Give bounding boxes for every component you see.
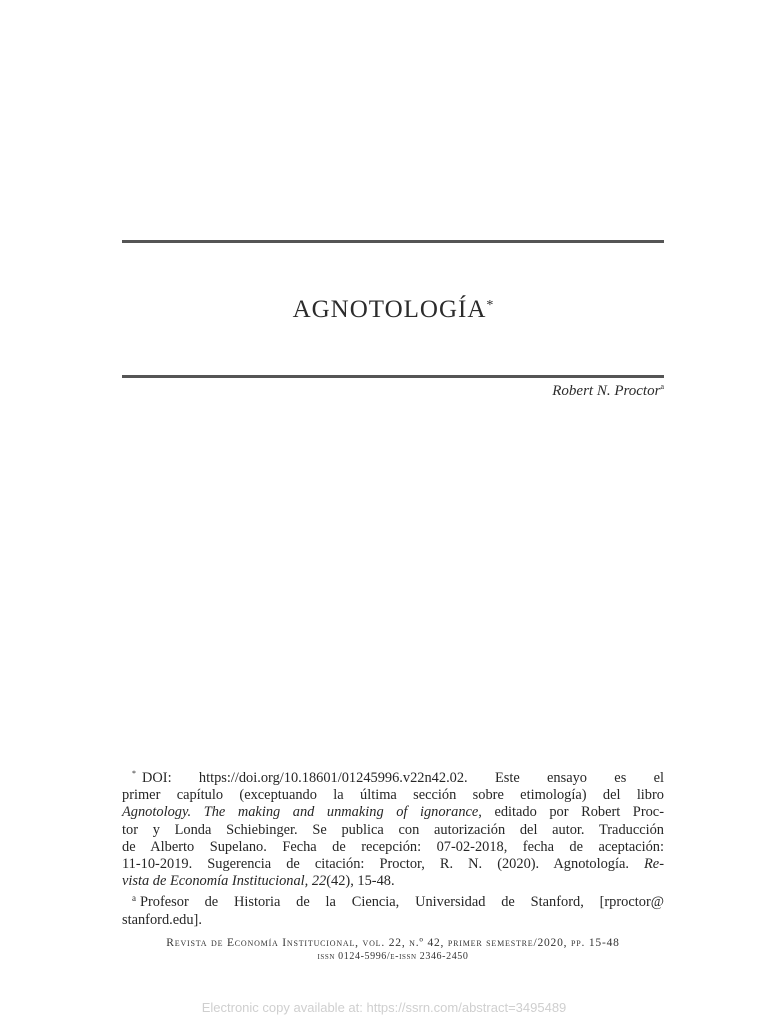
title-footnote-mark: * [486, 298, 494, 313]
footnote-star-line-4: tor y Londa Schiebinger. Se publica con autorización del autor. Traducción [122, 821, 664, 838]
footnote-star-text-7: (42), 15-48. [326, 873, 395, 890]
author-name: Robert N. Proctor [552, 383, 661, 399]
footnote-a-mark: a [132, 893, 136, 904]
footnote-a-line-1 [122, 890, 664, 911]
footnote-star-line-3 [122, 804, 664, 821]
footnotes [122, 765, 664, 929]
footnote-star-line-2: primer capítulo (exceptuando la última sección sobre etimología) del libro [122, 787, 664, 804]
footnote-a-text-1: Profesor de Historia de la Ciencia, Universidad de Stanford, [rproctor@ [140, 894, 664, 911]
author-footnote-mark: a [660, 382, 664, 391]
footnote-star-text-1: DOI: https://doi.org/10.18601/01245996.v22n42.02. Este ensayo es el [142, 770, 664, 786]
footnote-star-line-6 [122, 856, 664, 873]
footnote-star-text-3: , editado por Robert Proc- [478, 804, 664, 821]
footnote-star-line-5: de Alberto Supelano. Fecha de recepción: 07-02-2018, fecha de aceptación: [122, 838, 664, 855]
footnote-star-mark: * [132, 769, 136, 778]
author-line [552, 382, 664, 400]
book-title: Agnotology. The making and unmaking of ignorance [122, 804, 479, 821]
bottom-rule [122, 375, 664, 378]
title-text: AGNOTOLOGÍA [292, 296, 487, 323]
issn-line: issn 0124-5996/e-issn 2346-2450 [317, 951, 469, 962]
journal-title-part-1: Re- [644, 856, 664, 873]
article-title [122, 296, 664, 324]
footnote-star-line-7 [122, 873, 664, 890]
top-rule [122, 240, 664, 243]
electronic-copy-notice: Electronic copy available at: https://ssrn.com/abstract=3495489 [201, 1000, 567, 1015]
footnote-star-text-6: 11-10-2019. Sugerencia de citación: Proctor, R. N. (2020). Agnotología. [122, 856, 645, 873]
footnote-a-line-2: stanford.edu]. [122, 911, 202, 928]
journal-citation-line: Revista de Economía Institucional, vol. 22, n.º 42, primer semestre/2020, pp. 15-48 [166, 937, 620, 949]
journal-title-part-2: vista de Economía Institucional, 22 [122, 873, 327, 890]
footnote-star-line-1 [122, 765, 664, 787]
